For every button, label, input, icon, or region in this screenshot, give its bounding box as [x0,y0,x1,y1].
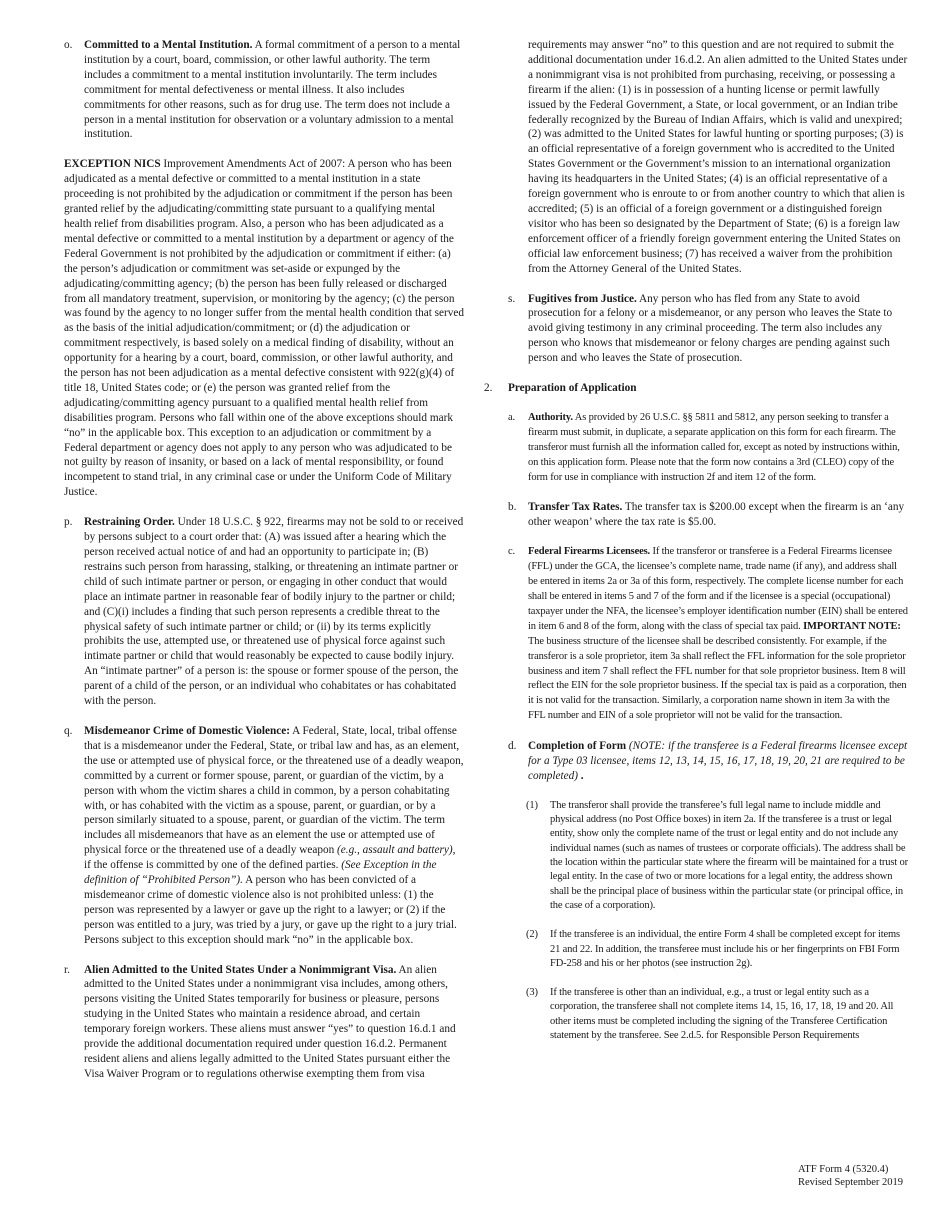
item-marker: d. [508,740,517,753]
definition-r-text: An alien admitted to the United States under a nonimmigrant visa includes, among others, persons visiting the United States temporarily for business or pleasure, persons studying in the United States who maintain a residence abroad, and certain temporary foreign workers. These aliens must answer “yes” to question 16.d.1 and provide the additional documentation required under question 16.d.2. Permanent resident aliens and aliens legally admitted to the United States pursuant either the Visa Waiver Program or to regulations otherwise exempting them from visa [84,963,456,1080]
definition-o-text: A formal commitment of a person to a mental institution by a court, board, commission, or other lawful authority. The term includes a commitment to a mental institution involuntarily. The term includes commitment for mental defectiveness or mental illness. It also includes commitments for other reasons, such as for drug use. The term does not include a person in a mental institution for observation or a voluntary admission to a mental institution. [84,39,461,141]
instruction-a [484,411,908,486]
item-marker: a. [508,411,515,423]
nics-exception [64,157,464,500]
definition-q-italic-1: (e.g., assault and battery) [337,844,453,857]
form-id: ATF Form 4 (5320.4) [798,1164,889,1175]
definition-o [64,38,464,142]
definition-s [484,292,908,367]
instruction-d-1-text: The transferor shall provide the transferee’s full legal name to include middle and physical address (no Post Office boxes) in item 2a. If the transferee is a trust or legal entity, show only the complete name of the trust or legal entity and do not include any individual names (such as names of trustees or corporate officials). The address shall be the location within the particular state where the firearm will be maintained for a trust or legal entity. In the case of two or more locations for a legal entity, the address shown shall be the principal place of business within the particular state (or principal office, in the case of a corporation). [550,799,908,911]
instruction-d-3-text: If the transferee is other than an individual, e.g., a trust or legal entity such as a corporation, the transferee shall not complete items 14, 15, 16, 17, 18, 19 and 20. All other items must be completed including the signing of the Transferee Certification statement by the transferee. See 2.d.5. for Responsible Person Requirements [550,987,894,1042]
item-marker: (1) [526,799,538,811]
definition-s-title: Fugitives from Justice. [528,292,637,305]
item-marker: b. [508,501,517,514]
instruction-a-text: As provided by 26 U.S.C. §§ 5811 and 5812, any person seeking to transfer a firearm must submit, in duplicate, a separate application on this form for each firearm. The transferor must furnish all the information called for, except as noted by instructions within, on this application form. Please note that the form now contains a 3rd (CLEO) copy of the form for use in compliance with instruction 2f and item 12 of the form. [528,411,900,483]
instruction-d-title: Completion of Form [528,740,627,753]
item-marker: r. [64,963,70,976]
instruction-b-text: The transfer tax is $200.00 except when the firearm is an ‘any other weapon’ where the tax rate is $5.00. [528,501,905,529]
item-marker: p. [64,516,73,529]
definition-r-continued: requirements may answer “no” to this question and are not required to submit the additional documentation under 16.d.2. An alien admitted to the United States under a nonimmigrant visa is not prohibited from purchasing, receiving, or possessing a firearm if the alien: (1) is in possession of a hunting license or permit lawfully issued by the Federal Government, a State, or local government, or an Indian tribe federally recognized by the Bureau of Indian Affairs, which is valid and unexpired; (2) was admitted to the United States for lawful hunting or sporting purposes; (3) is an official representative of a foreign government who is accredited to the United States Government or the Government’s mission to an international organization having its headquarters in the United States; (4) is an official representative of a foreign government who is enroute to or from another country to which that alien is accredited; (5) is an official of a foreign government or a distinguished foreign visitor who has been so designated by the Department of State; (6) is a foreign law enforcement officer of a friendly foreign government entering the United States on official law enforcement business; (7) has received a waiver from the prohibition from the Attorney General of the United States. [528,39,908,275]
definition-r [64,963,464,1082]
instruction-b-body [528,500,908,530]
instruction-d-2 [484,928,908,971]
definition-r-title: Alien Admitted to the United States Under a Nonimmigrant Visa. [84,963,397,976]
item-marker: c. [508,546,515,558]
instruction-a-title: Authority. [528,411,573,423]
definition-r-body [84,963,464,1082]
item-marker: (2) [526,929,538,941]
instruction-a-body [528,411,908,486]
instruction-c [484,545,908,724]
definition-p-text: Under 18 U.S.C. § 922, firearms may not be sold to or received by persons subject to a court order that: (A) was issued after a hearing which the person received actual notice of and had an opportunity to participate in; (B) restrains such person from harassing, stalking, or threatening an intimate partner or child of such intimate partner or person, or engaging in other conduct that would place an intimate partner in reasonable fear of bodily injury to the partner or child; and (C)(i) includes a finding that such person represents a credible threat to the physical safety of such intimate partner or child; or (ii) by its terms explicitly prohibits the use, attempted use, or threatened use of physical force against such intimate partner or child that would reasonably be expected to cause bodily injury. An “intimate partner” of a person is: the spouse or former spouse of the person, the parent of a child of the person, or an individual who cohabitates or has cohabitated with the person. [84,516,464,708]
right-column [484,38,908,1043]
definition-q [64,724,464,948]
section-2-title: Preparation of Application [508,382,637,395]
instruction-d [484,739,908,784]
instruction-c-title: Federal Firearms Licensees. [528,546,651,558]
definition-p-body [84,515,464,709]
section-marker: 2. [484,382,493,395]
definition-p-title: Restraining Order. [84,516,175,529]
instruction-c-text-1: If the transferor or transferee is a Federal Firearms licensee (FFL) under the GCA, the licensee’s complete name, trade name (if any), and address shall be entered in items 2a or 3a of this form, respectively. The complete license number for each shall be entered in items 5 and 7 of the form and if the licensee is a special (occupational) taxpayer under the NFA, the licensee’s employer identification number (EIN) shall be entered in item 6 and 8 of the form, along with the class of special tax paid. [528,546,908,632]
item-marker: o. [64,39,73,51]
instruction-d-note: (NOTE: if the transferee is a Federal firearms licensee except for a Type 03 licensee, items 12, 13, 14, 15, 16, 17, 18, 19, 20, 21 are required to be completed) [528,740,908,782]
item-marker: (3) [526,987,538,999]
item-marker: s. [508,292,516,305]
instruction-d-1 [484,799,908,913]
definition-o-body [84,38,464,142]
instruction-d-2-text: If the transferee is an individual, the entire Form 4 shall be completed except for items 21 and 22. In addition, the transferee must include his or her fingerprints on FBI Form FD-258 and his or her photos (see instruction 2g). [550,929,900,969]
instruction-d-3 [484,986,908,1043]
left-column [64,38,464,1082]
definition-s-text: Any person who has fled from any State to avoid prosecution for a felony or a misdemeanor, or any person who leaves the State to avoid giving testimony in any criminal proceeding. The term also includes any person who knows that misdemeanor or felony charges are pending against such person and who leaves the State of prosecution. [528,292,893,365]
definition-q-italic-2: (See Exception in the definition of “Prohibited Person”). [84,859,437,887]
important-note-label: IMPORTANT NOTE: [803,620,901,632]
instruction-d-period: . [577,769,584,782]
definition-p [64,515,464,709]
definition-q-title: Misdemeanor Crime of Domestic Violence: [84,724,290,737]
definition-q-text-2: , if the offense is committed by one of the defined parties. [84,844,456,872]
definition-s-body [528,292,908,367]
definition-q-text-3: A person who has been convicted of a misdemeanor crime of domestic violence also is not prohibited unless: (1) the person was represented by a lawyer or gave up the right to a lawyer; or (2) if the person was entitled to a jury, was tried by a jury, or gave up the right to a jury trial. Persons subject to this exception should mark “no” in the applicable box. [84,874,457,946]
section-2-heading [484,381,908,396]
definition-q-body [84,724,464,948]
instruction-b-title: Transfer Tax Rates. [528,501,623,514]
item-marker: q. [64,724,73,737]
form-revision: Revised September 2019 [798,1177,903,1188]
form-footer [798,1163,903,1189]
definition-o-title: Committed to a Mental Institution. [84,39,253,51]
instruction-c-body [528,545,908,724]
instruction-b [484,500,908,530]
instruction-d-body [528,739,908,784]
nics-exception-title: EXCEPTION NICS [64,158,161,171]
instruction-c-text-2: The business structure of the licensee shall be described consistently. For example, if the transferor is a sole proprietor, item 3a shall reflect the FFL information for the sole proprietor business and item 7 shall reflect the FFL number for that sole proprietor business. Item 8 will reflect the EIN for the sole proprietor business. If the special tax is paid as a corporation, then it is not valid for the transaction. Similarly, a corporation name shown in item 3a with the FFL number and EIN of a sole proprietor will not be valid for the transaction. [528,635,907,722]
definition-q-text-1: A Federal, State, local, tribal offense that is a misdemeanor under the Federal, State, or tribal law and has, as an element, the use or attempted use of physical force, or the threatened use of a deadly weapon, committed by a current or former spouse, parent, or guardian of the victim, by a person with whom the victim shares a child in common, by a person cohabitating with, or has cohabited with the victim as a spouse, parent, or guardian, or by a person similarly situated to a spouse, parent, or guardian of the victim. The term includes all misdemeanors that have as an element the use or attempted use of physical force or the threatened use of a deadly weapon [84,724,464,857]
nics-exception-text: Improvement Amendments Act of 2007: A person who has been adjudicated as a mental defective or committed to a mental institution in a state proceeding is not prohibited by the adjudication or commitment if the person has been granted relief by the adjudicating/committing state pursuant to a qualifying mental health relief from disabilities program. Also, a person who has been adjudicated as a mental defective or committed to a mental institution by a department or agency of the Federal Government is not prohibited by the adjudication or commitment if either: (a) the person’s adjudication or commitment was set-aside or expunged by the adjudicating/committing agency; (b) the person has been fully released or discharged from all mandatory treatment, supervision, or monitoring by the agency; (c) the person was found by the agency to no longer suffer from the mental health condition that served as the basis of the initial adjudication/commitment; or (d) the adjudication or commitment respectively, is based solely on a medical finding of disability, without an opportunity for a hearing by a court, board, commission, or other lawful authority, and the person has not been adjudication as a mental defective consistent with 922(g)(4) of title 18, United States code; or (e) the person was granted relief from the adjudicating/committing agency pursuant to a qualified mental health relief from disabilities program. Persons who fall within one of the above exceptions should mark “no” in the applicable box. This exception to an adjudication or commitment by a Federal department or agency does not apply to any person who was adjudicated to be not guilty by reason of insanity, or based on a lack of mental responsibility, or found incompetent to stand trial, in any criminal case or under the Uniform Code of Military Justice. [64,158,464,499]
